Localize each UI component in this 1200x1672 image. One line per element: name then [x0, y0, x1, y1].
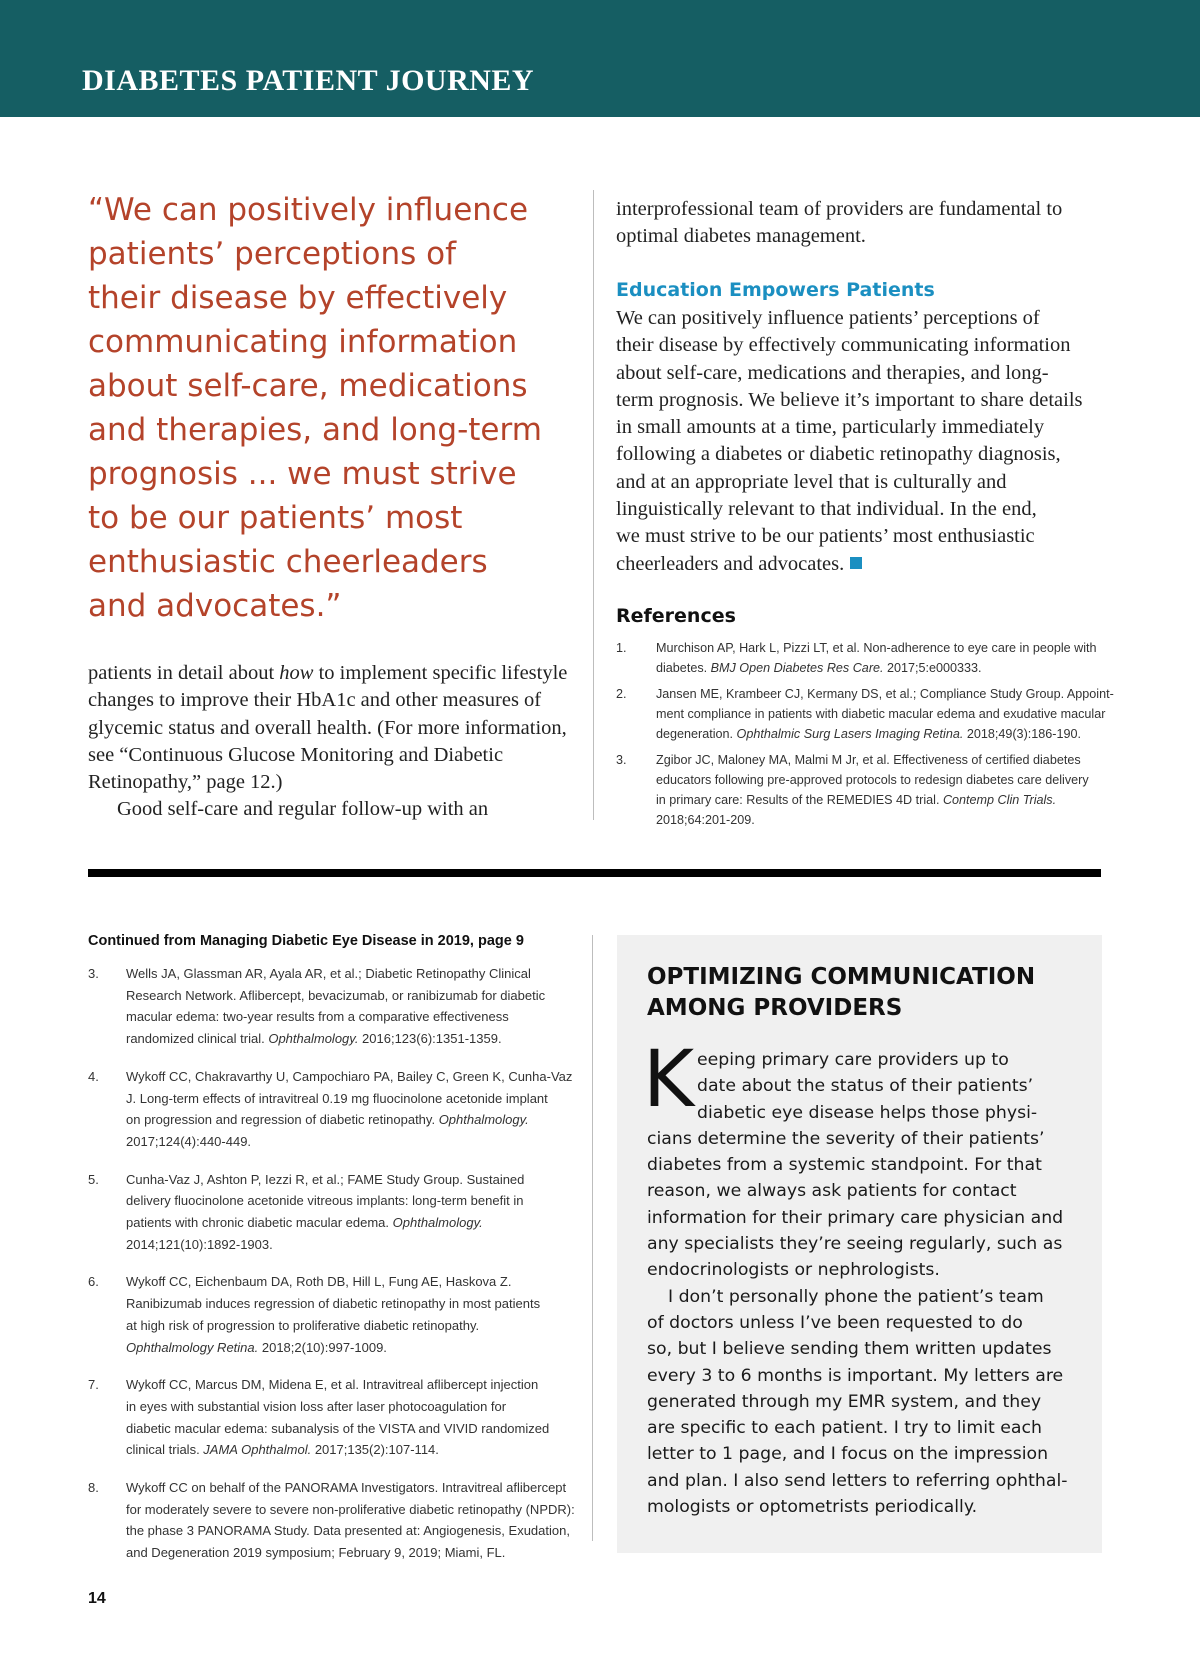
body-text: cheerleaders and advocates.	[616, 552, 845, 575]
reference-item	[88, 1374, 578, 1461]
reference-number: 3.	[616, 753, 627, 767]
reference-line: Wykoff CC, Marcus DM, Midena E, et al. Intravitreal aflibercept injection	[126, 1377, 539, 1393]
sidebar-line: reason, we always ask patients for contact	[647, 1181, 1017, 1202]
sidebar-title	[647, 962, 1035, 1024]
sidebar-box	[617, 935, 1102, 1553]
reference-line	[126, 1337, 578, 1359]
reference-text	[126, 1374, 578, 1461]
reference-line	[126, 1212, 578, 1234]
reference-item	[616, 750, 1116, 830]
end-of-article-square-icon	[850, 557, 862, 569]
header-banner	[0, 0, 1200, 117]
reference-line: educators following pre-approved protocols to redesign diabetes care delivery	[656, 773, 1089, 787]
sidebar-line: diabetic eye disease helps those physi-	[697, 1102, 1038, 1123]
reference-text-part: degeneration.	[656, 727, 737, 741]
body-line: we must strive to be our patients’ most enthusiastic	[616, 525, 1035, 548]
continued-references-list	[88, 963, 578, 1580]
body-line	[88, 660, 568, 687]
reference-line: Wykoff CC, Eichenbaum DA, Roth DB, Hill L, Fung AE, Haskova Z.	[126, 1274, 512, 1290]
reference-line	[126, 1109, 578, 1131]
section-divider-rule	[88, 869, 1101, 877]
column-divider	[593, 190, 594, 820]
body-line: linguistically relevant to that individual. In the end,	[616, 498, 1037, 521]
pull-quote-line: to be our patients’ most	[88, 500, 463, 536]
reference-line: Murchison AP, Hark L, Pizzi LT, et al. Non-adherence to eye care in people with	[656, 641, 1097, 655]
right-column-intro	[616, 196, 1062, 251]
reference-text-part: 2017;5:e000333.	[883, 661, 982, 675]
reference-text-part: 2016;123(6):1351-1359.	[358, 1031, 502, 1047]
body-line: see “Continuous Glucose Monitoring and Diabetic	[88, 743, 504, 766]
reference-text-part: patients with chronic diabetic macular edema.	[126, 1215, 393, 1231]
journal-name: Contemp Clin Trials.	[942, 793, 1057, 807]
pull-quote-line: prognosis ... we must strive	[88, 456, 517, 492]
body-line: interprofessional team of providers are fundamental to	[616, 198, 1063, 220]
reference-line	[126, 1439, 578, 1461]
reference-line: J. Long-term effects of intravitreal 0.19 mg fluocinolone acetonide implant	[126, 1090, 548, 1106]
reference-number: 5.	[88, 1171, 99, 1187]
journal-name: Ophthalmology.	[268, 1031, 359, 1047]
pull-quote-line: their disease by effectively	[88, 280, 508, 316]
drop-cap: K	[643, 1035, 695, 1125]
sidebar-line: cians determine the severity of their patients’	[647, 1128, 1045, 1149]
sidebar-line: are specific to each patient. I try to limit each	[647, 1418, 1042, 1439]
reference-number: 7.	[88, 1377, 99, 1393]
body-line: in small amounts at a time, particularly immediately	[616, 416, 1045, 439]
header-title: DIABETES PATIENT JOURNEY	[82, 64, 535, 97]
reference-line: Cunha-Vaz J, Ashton P, Iezzi R, et al.; FAME Study Group. Sustained	[126, 1171, 525, 1187]
references-heading: References	[616, 605, 736, 627]
sidebar-line: so, but I believe sending them written updates	[647, 1339, 1052, 1360]
sidebar-line: mologists or optometrists periodically.	[647, 1497, 978, 1518]
reference-line: Research Network. Aflibercept, bevacizumab, or ranibizumab for diabetic	[126, 987, 546, 1003]
reference-number: 1.	[616, 641, 627, 655]
reference-item	[88, 1066, 578, 1153]
reference-item	[88, 1169, 578, 1256]
pull-quote-line: about self-care, medications	[88, 368, 528, 404]
journal-name: Ophthalmology.	[438, 1112, 529, 1128]
body-line: following a diabetes or diabetic retinopathy diagnosis,	[616, 443, 1061, 466]
reference-text	[126, 1066, 578, 1153]
reference-number: 8.	[88, 1480, 99, 1496]
sidebar-line: information for their primary care physician and	[647, 1207, 1064, 1228]
reference-text-part: 2017;135(2):107-114.	[311, 1442, 439, 1458]
pull-quote-line: patients’ perceptions of	[88, 236, 457, 272]
reference-item	[88, 1271, 578, 1358]
sidebar-line: every 3 to 6 months is important. My letters are	[647, 1365, 1064, 1386]
reference-line: at high risk of progression to proliferative diabetic retinopathy.	[126, 1317, 480, 1333]
reference-text-part: diabetes.	[656, 661, 711, 675]
journal-name: JAMA Ophthalmol.	[203, 1442, 312, 1458]
reference-line: the phase 3 PANORAMA Study. Data presented at: Angiogenesis, Exudation,	[126, 1523, 570, 1539]
reference-text	[126, 1271, 578, 1358]
journal-name: Ophthalmic Surg Lasers Imaging Retina.	[736, 727, 964, 741]
reference-number: 3.	[88, 966, 99, 981]
sidebar-line: letter to 1 page, and I focus on the impression	[647, 1444, 1049, 1465]
sidebar-line: I don’t personally phone the patient’s team	[668, 1286, 1044, 1307]
page-number: 14	[88, 1590, 106, 1607]
body-line: optimal diabetes management.	[616, 225, 866, 248]
reference-line: macular edema: two-year results from a comparative effectiveness	[126, 1009, 509, 1025]
body-line: Good self-care and regular follow-up with an	[117, 798, 489, 821]
body-line	[616, 551, 1083, 578]
continued-references-title: Continued from Managing Diabetic Eye Disease in 2019, page 9	[88, 933, 524, 949]
reference-item	[616, 684, 1116, 744]
journal-name: Ophthalmology.	[392, 1215, 483, 1231]
pull-quote-line: “We can positively influence	[88, 192, 529, 228]
reference-text	[126, 963, 578, 1050]
reference-text	[656, 684, 1116, 744]
reference-text-part: clinical trials.	[126, 1442, 204, 1458]
body-text: to implement specific lifestyle	[313, 662, 568, 684]
reference-text	[656, 638, 1116, 678]
reference-line: Wells JA, Glassman AR, Ayala AR, et al.; Diabetic Retinopathy Clinical	[126, 966, 531, 981]
sidebar-line: date about the status of their patients’	[697, 1076, 1034, 1097]
reference-text	[656, 750, 1116, 830]
reference-line: in eyes with substantial vision loss after laser photocoagulation for	[126, 1398, 507, 1414]
reference-item	[88, 963, 578, 1050]
reference-text-part: in primary care: Results of the REMEDIES 4D trial.	[656, 793, 943, 807]
body-line: We can positively influence patients’ perceptions of	[616, 307, 1040, 329]
journal-name: Ophthalmology Retina.	[126, 1339, 259, 1355]
left-column-text	[88, 660, 568, 824]
body-line: changes to improve their HbA1c and other measures of	[88, 689, 542, 712]
reference-text	[126, 1169, 578, 1256]
sidebar-body	[643, 1035, 1087, 1520]
reference-line: Wykoff CC on behalf of the PANORAMA Investigators. Intravitreal aflibercept	[126, 1480, 567, 1496]
body-line: term prognosis. We believe it’s important to share details	[616, 388, 1083, 411]
body-line: Retinopathy,” page 12.)	[88, 771, 283, 794]
pull-quote-line: communicating information	[88, 324, 518, 360]
pull-quote-line: and therapies, and long-term	[88, 412, 542, 448]
reference-line: Wykoff CC, Chakravarthy U, Campochiaro PA, Bailey C, Green K, Cunha-Vaz	[126, 1068, 573, 1084]
column-divider	[592, 935, 593, 1541]
reference-line	[656, 658, 1116, 678]
reference-line: 2014;121(10):1892-1903.	[126, 1236, 273, 1252]
body-line: and at an appropriate level that is culturally and	[616, 470, 1007, 493]
pull-quote	[88, 188, 558, 628]
reference-number: 6.	[88, 1274, 99, 1290]
reference-text-part: on progression and regression of diabetic retinopathy.	[126, 1112, 439, 1128]
reference-item	[88, 1477, 578, 1564]
body-line: about self-care, medications and therapies, and long-	[616, 361, 1049, 384]
reference-line: Ranibizumab induces regression of diabetic retinopathy in most patients	[126, 1296, 541, 1312]
reference-line: diabetic macular edema: subanalysis of the VISTA and VIVID randomized	[126, 1420, 550, 1436]
sidebar-line: generated through my EMR system, and they	[647, 1391, 1042, 1412]
reference-number: 2.	[616, 687, 627, 701]
sidebar-line: diabetes from a systemic standpoint. For that	[647, 1155, 1042, 1176]
journal-name: BMJ Open Diabetes Res Care.	[710, 661, 884, 675]
body-line: their disease by effectively communicating information	[616, 334, 1071, 357]
reference-line: Zgibor JC, Maloney MA, Malmi M Jr, et al. Effectiveness of certified diabetes	[656, 753, 1081, 767]
reference-line	[656, 790, 1116, 810]
section-heading: Education Empowers Patients	[616, 279, 935, 301]
reference-line: ment compliance in patients with diabetic macular edema and exudative macular	[656, 707, 1106, 721]
reference-text	[126, 1477, 578, 1564]
sidebar-line: eeping primary care providers up to	[697, 1050, 1009, 1070]
body-italic-text: how	[279, 662, 314, 684]
pull-quote-line: and advocates.”	[88, 588, 342, 624]
reference-text-part: 2018;2(10):997-1009.	[258, 1339, 387, 1355]
sidebar-line: and plan. I also send letters to referring ophthal-	[647, 1470, 1068, 1491]
sidebar-line: any specialists they’re seeing regularly, such as	[647, 1234, 1063, 1255]
reference-item	[616, 638, 1116, 678]
reference-line: for moderately severe to severe non-proliferative diabetic retinopathy (NPDR):	[126, 1501, 575, 1517]
sidebar-title-line: AMONG PROVIDERS	[647, 995, 903, 1021]
body-text: patients in detail about	[88, 662, 280, 684]
reference-line: and Degeneration 2019 symposium; February 9, 2019; Miami, FL.	[126, 1545, 506, 1561]
reference-line: Jansen ME, Krambeer CJ, Kermany DS, et al.; Compliance Study Group. Appoint-	[656, 687, 1114, 701]
sidebar-title-line: OPTIMIZING COMMUNICATION	[647, 964, 1036, 990]
sidebar-line: of doctors unless I’ve been requested to do	[647, 1312, 1023, 1333]
right-column-text	[616, 305, 1083, 578]
reference-line: 2018;64:201-209.	[656, 813, 755, 827]
reference-line: delivery fluocinolone acetonide vitreous implants: long-term benefit in	[126, 1193, 524, 1209]
body-line: glycemic status and overall health. (For more information,	[88, 716, 567, 739]
reference-text-part: 2018;49(3):186-190.	[963, 727, 1081, 741]
pull-quote-line: enthusiastic cheerleaders	[88, 544, 488, 580]
reference-line: 2017;124(4):440-449.	[126, 1133, 252, 1149]
references-list	[616, 638, 1116, 836]
reference-text-part: randomized clinical trial.	[126, 1031, 269, 1047]
reference-number: 4.	[88, 1068, 99, 1084]
sidebar-line: endocrinologists or nephrologists.	[647, 1260, 940, 1281]
reference-line	[126, 1028, 578, 1050]
reference-line	[656, 724, 1116, 744]
